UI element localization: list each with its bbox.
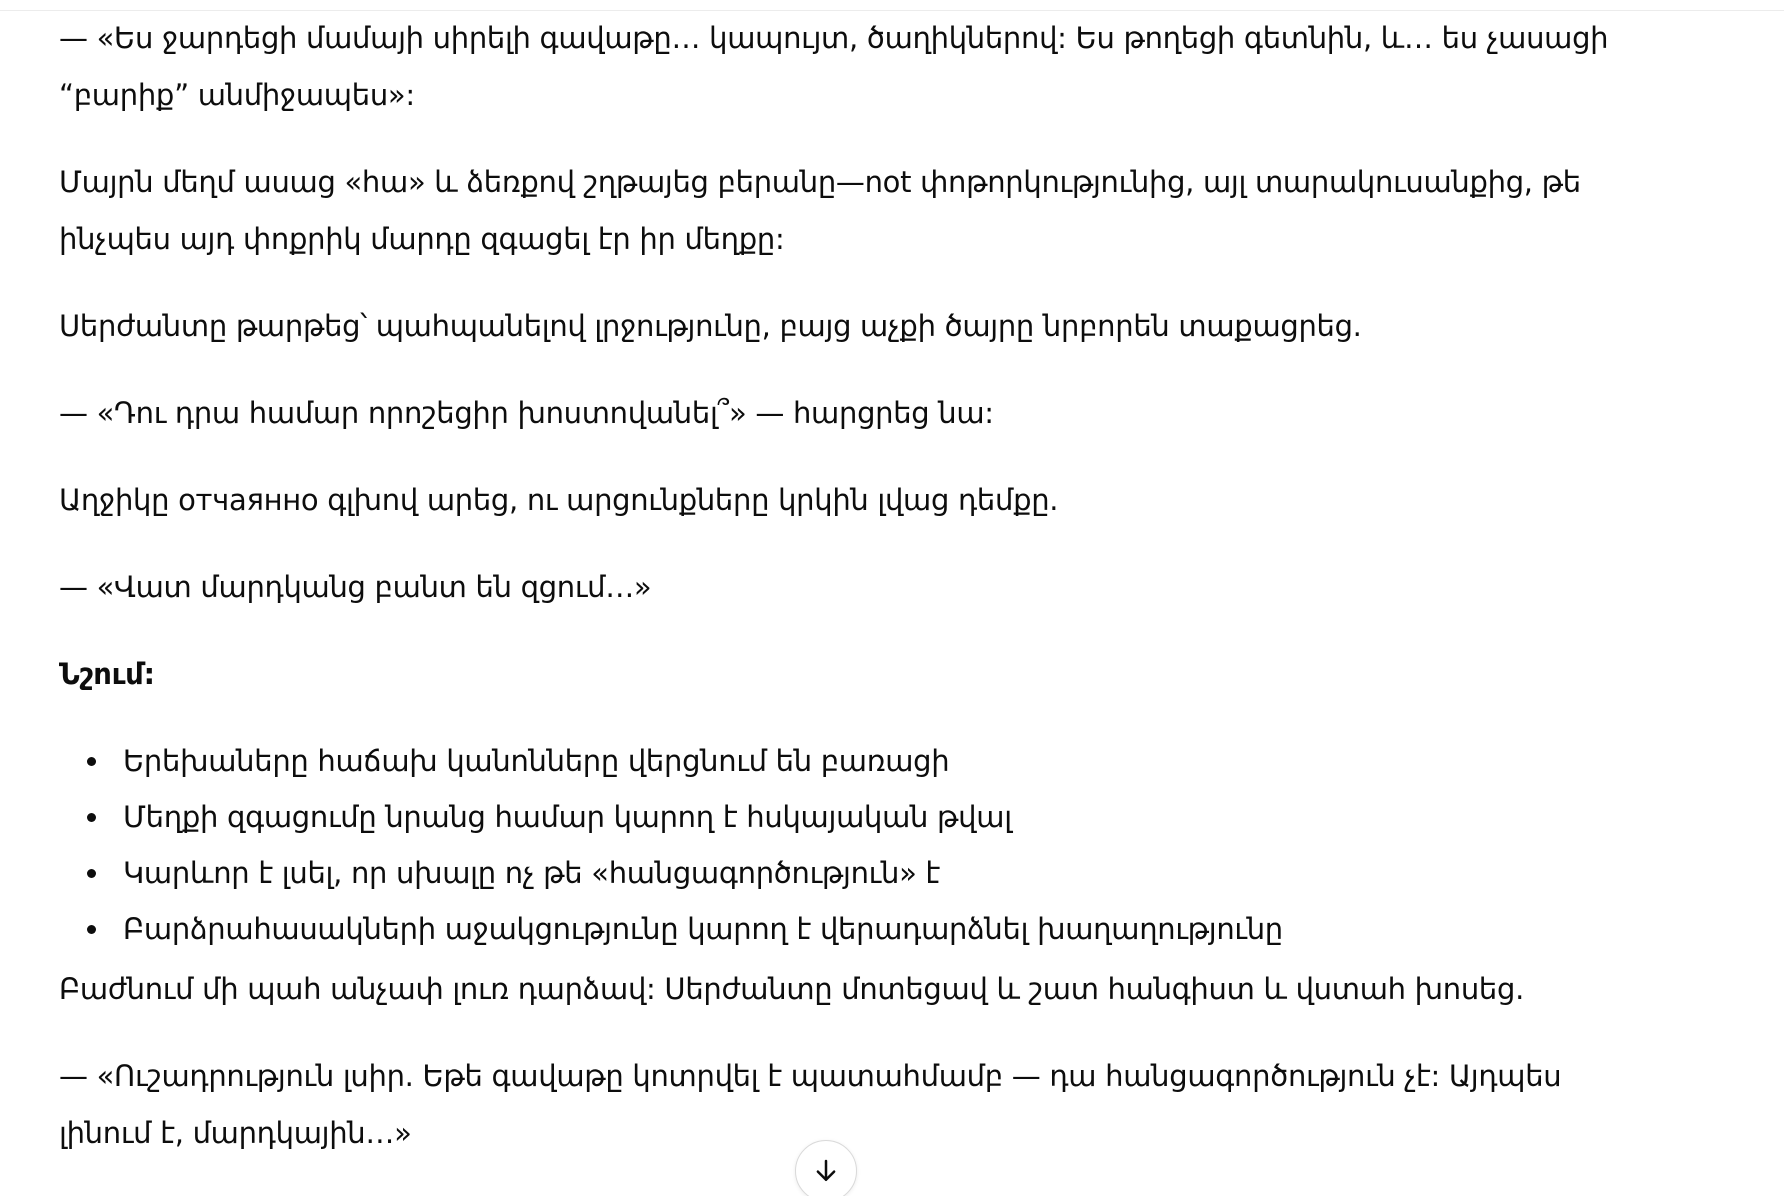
arrow-down-icon bbox=[811, 1156, 841, 1186]
note-bullet-list bbox=[59, 733, 1619, 957]
list-item: Մեղքի զգացումը նրանց համար կարող է հսկայական թվալ bbox=[123, 789, 1619, 845]
message-paragraph: — «Վատ մարդկանց բանտ են զցում…» bbox=[59, 570, 652, 604]
list-item: Կարևոր է լսել, որ սխալը ոչ թե «հանցագործություն» է bbox=[123, 845, 1619, 901]
message-paragraph: — «Ես ջարդեցի մամայի սիրելի գավաթը… կապույտ, ծաղիկներով: Ես թողեցի գետնին, և… ես չասացի “բարիք” անմիջապես»: bbox=[59, 21, 1609, 112]
chat-message-content bbox=[59, 10, 1619, 1192]
note-heading: Նշում: bbox=[59, 657, 155, 691]
message-paragraph: Աղջիկը отчаянно գլխով արեց, ու արցունքները կրկին լվաց դեմքը. bbox=[59, 483, 1059, 517]
list-item: Երեխաները հաճախ կանոնները վերցնում են բառացի bbox=[123, 733, 1619, 789]
message-paragraph: Բաժնում մի պահ անչափ լուռ դարձավ: Սերժանտը մոտեցավ և շատ հանգիստ և վստահ խոսեց. bbox=[59, 972, 1524, 1006]
message-paragraph: Սերժանտը թարթեց՝ պահպանելով լրջությունը, բայց աչքի ծայրը նրբորեն տաքացրեց. bbox=[59, 309, 1362, 343]
message-paragraph: — «Ուշադրություն լսիր. Եթե գավաթը կոտրվել է պատահմամբ — դա հանցագործություն չէ: Այդպես լինում է, մարդկային…» bbox=[59, 1059, 1562, 1150]
scroll-to-bottom-button[interactable] bbox=[795, 1140, 857, 1196]
message-paragraph: — «Դու դրա համար որոշեցիր խոստովանել՞» — հարցրեց նա: bbox=[59, 396, 994, 430]
list-item: Բարձրահասակների աջակցությունը կարող է վերադարձնել խաղաղությունը bbox=[123, 901, 1619, 957]
message-paragraph: Մայրն մեղմ ասաց «հա» և ձեռքով շղթայեց բերանը—not փոթորկությունից, այլ տարակուսանքից, թե ինչպես այդ փոքրիկ մարդը զգացել էր իր մեղքը: bbox=[59, 165, 1581, 256]
